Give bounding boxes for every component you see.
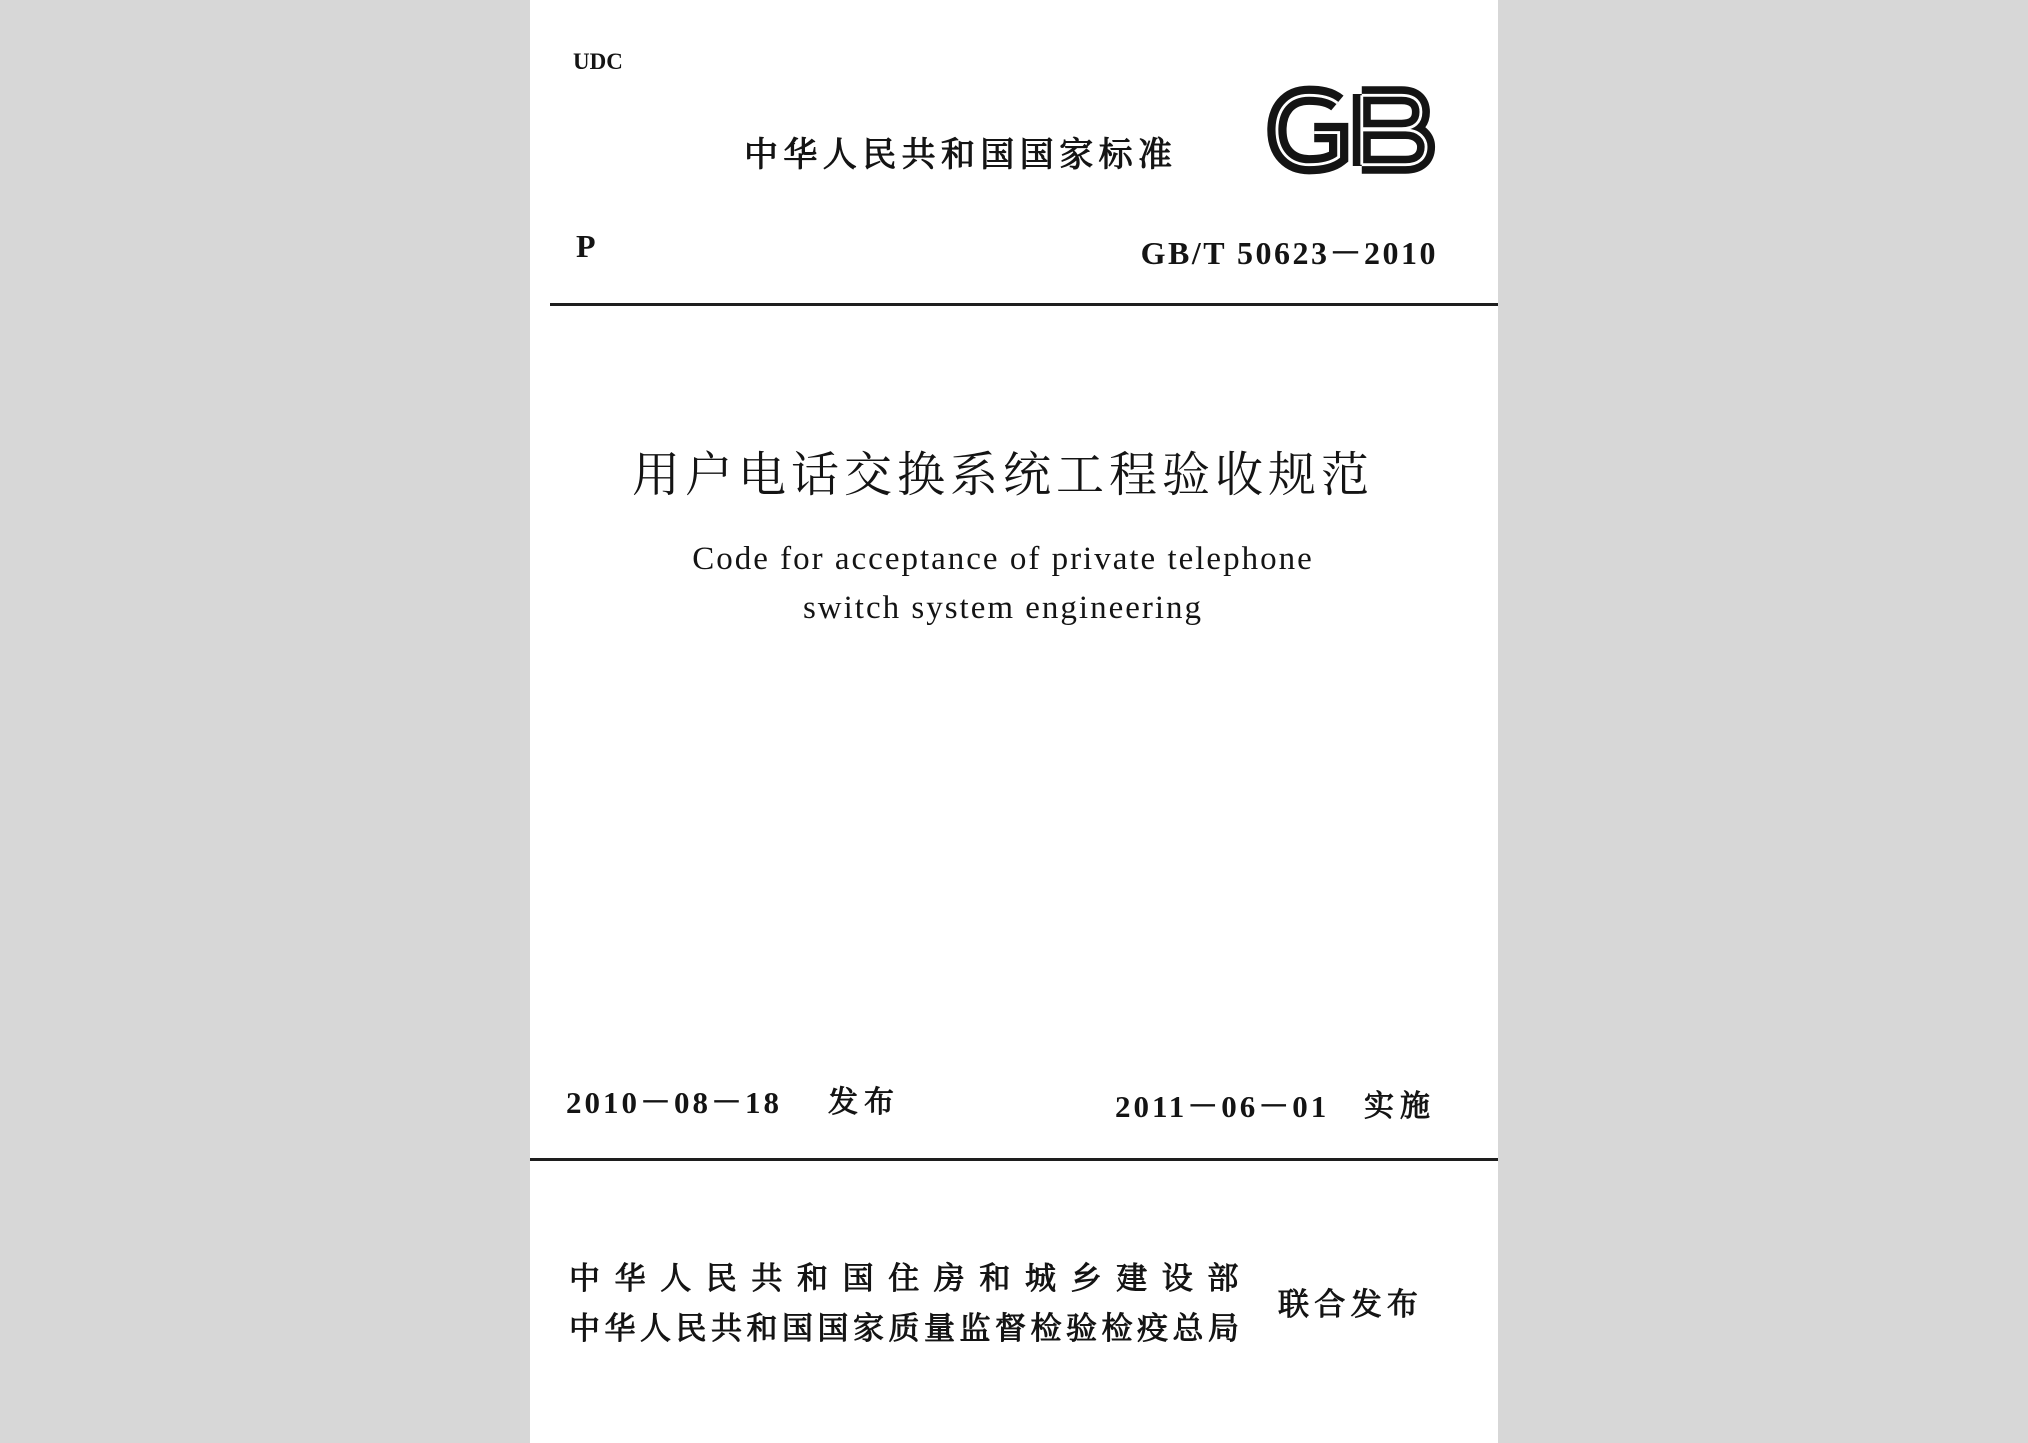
standard-cover-page [530, 0, 1498, 1443]
footer-divider [530, 1158, 1498, 1161]
udc-label: UDC [573, 49, 623, 74]
document-title-chinese: 用户电话交换系统工程验收规范 [631, 447, 1374, 503]
joint-issue-label: 联合发布 [1278, 1287, 1424, 1323]
gb-logo-icon [1265, 85, 1438, 175]
implementation-date: 2011－06－01 [1115, 1089, 1330, 1124]
issuer-ministry: 中华人民共和国住房和城乡建设部 [569, 1261, 1253, 1297]
document-title-english-line-2: switch system engineering [802, 590, 1204, 626]
issue-date: 2010－08－18 [566, 1085, 782, 1120]
standard-type-heading: 中华人民共和国国家标准 [744, 135, 1178, 175]
issuer-quality-administration: 中华人民共和国国家质量监督检验检疫总局 [569, 1311, 1244, 1347]
issue-label: 发布 [828, 1085, 900, 1120]
document-title-english-line-1: Code for acceptance of private telephone [692, 541, 1314, 577]
standard-number: GB/T 50623－2010 [1140, 235, 1438, 271]
header-divider [550, 303, 1498, 306]
category-code: P [576, 228, 596, 264]
implementation-label: 实施 [1364, 1089, 1436, 1124]
